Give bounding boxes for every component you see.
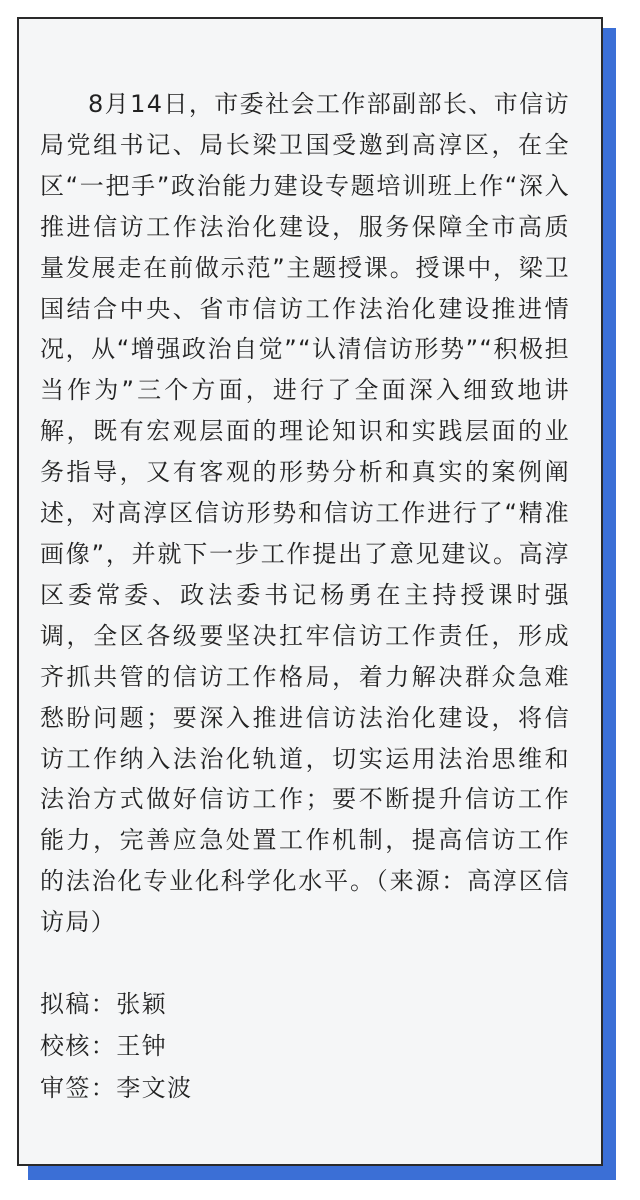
reviewer-line: 校核：王钟 — [40, 1032, 167, 1060]
approver-line: 审签：李文波 — [40, 1074, 193, 1102]
drafter-line: 拟稿：张颖 — [40, 990, 167, 1018]
article-body: 8月14日，市委社会工作部副部长、市信访局党组书记、局长梁卫国受邀到高淳区，在全区“一把手”政治能力建设专题培训班上作“深入推进信访工作法治化建设，服务保障全市高质量发展走在前做示范”主题授课。授课中，梁卫国结合中央、省市信访工作法治化建设推进情况，从“增强政治自觉”“认清信访形势”“积极担当作为”三个方面，进行了全面深入细致地讲解，既有宏观层面的理论知识和实践层面的业务指导，又有客观的形势分析和真实的案例阐述，对高淳区信访形势和信访工作进行了“精准画像”，并就下一步工作提出了意见建议。高淳区委常委、政法委书记杨勇在主持授课时强调，全区各级要坚决扛牢信访工作责任，形成齐抓共管的信访工作格局，着力解决群众急难愁盼问题；要深入推进信访法治化建设，将信访工作纳入法治化轨道，切实运用法治思维和法治方式做好信访工作；要不断提升信访工作能力，完善应急处置工作机制，提高信访工作的法治化专业化科学化水平。（来源：高淳区信访局） — [40, 90, 570, 937]
credits-block — [40, 983, 570, 1109]
